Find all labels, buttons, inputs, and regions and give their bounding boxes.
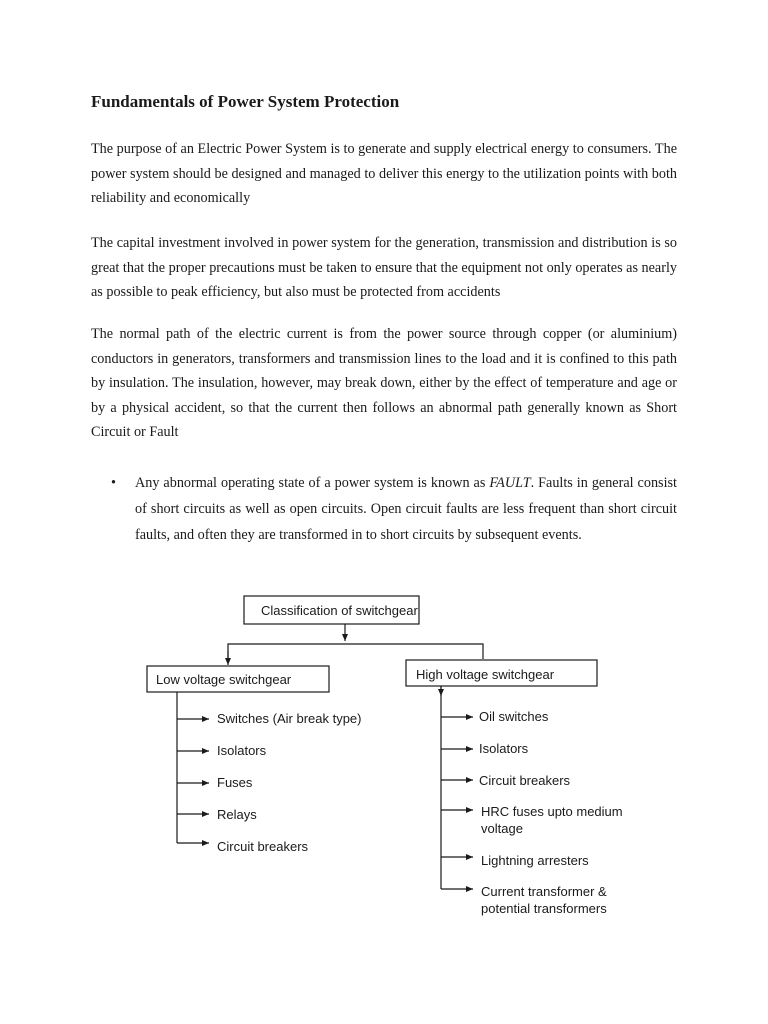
low-item-circuit-breakers: Circuit breakers: [217, 839, 309, 854]
low-item-fuses: Fuses: [217, 775, 253, 790]
diagram-connectors: [147, 596, 597, 889]
high-item-lightning-arresters: Lightning arresters: [481, 853, 589, 868]
fault-term: FAULT: [489, 475, 531, 491]
low-voltage-label: Low voltage switchgear: [156, 672, 292, 687]
paragraph-normal-path: The normal path of the electric current is from the power source through copper (or aluminium) conductors in generators, transformers and transmission lines to the load and it is confined to this path by insulation. The insulation, however, may break down, either by the effect of temperature and age or by a physical accident, so that the current then follows an abnormal path generally known as Short Circuit or Fault: [91, 326, 677, 440]
high-item-circuit-breakers: Circuit breakers: [479, 773, 571, 788]
high-item-hrc-fuses-line2: voltage: [481, 821, 523, 836]
paragraph-purpose: The purpose of an Electric Power System is to generate and supply electrical energy to consumers. The power system should be designed and managed to deliver this energy to the utilization points with both reliability and economically: [91, 141, 677, 206]
bullet-text-after: . Faults in general consist of short circuits as well as open circuits. Open circuit faults are less frequent than short circuit faults, and often they are transformed in to short circuits by subsequent events.: [135, 475, 677, 543]
high-item-ct-line2: potential transformers: [481, 901, 607, 916]
high-item-ct-line1: Current transformer &: [481, 884, 607, 899]
bullet-text-before: Any abnormal operating state of a power system is known as: [135, 475, 490, 491]
root-label: Classification of switchgear: [261, 603, 418, 618]
document-title: Fundamentals of Power System Protection: [91, 92, 400, 111]
branch-split-line: [228, 644, 483, 662]
bullet-marker: •: [111, 475, 116, 491]
high-voltage-label: High voltage switchgear: [416, 667, 555, 682]
low-item-switches: Switches (Air break type): [217, 711, 362, 726]
low-item-relays: Relays: [217, 807, 257, 822]
high-item-hrc-fuses-line1: HRC fuses upto medium: [481, 804, 623, 819]
high-item-oil-switches: Oil switches: [479, 709, 549, 724]
low-item-isolators: Isolators: [217, 743, 267, 758]
high-item-isolators: Isolators: [479, 741, 529, 756]
paragraph-capital-investment: The capital investment involved in power system for the generation, transmission and distribution is so great that the proper precautions must be taken to ensure that the equipment not only operates as nearly as possible to peak efficiency, but also must be protected from accidents: [91, 235, 677, 300]
